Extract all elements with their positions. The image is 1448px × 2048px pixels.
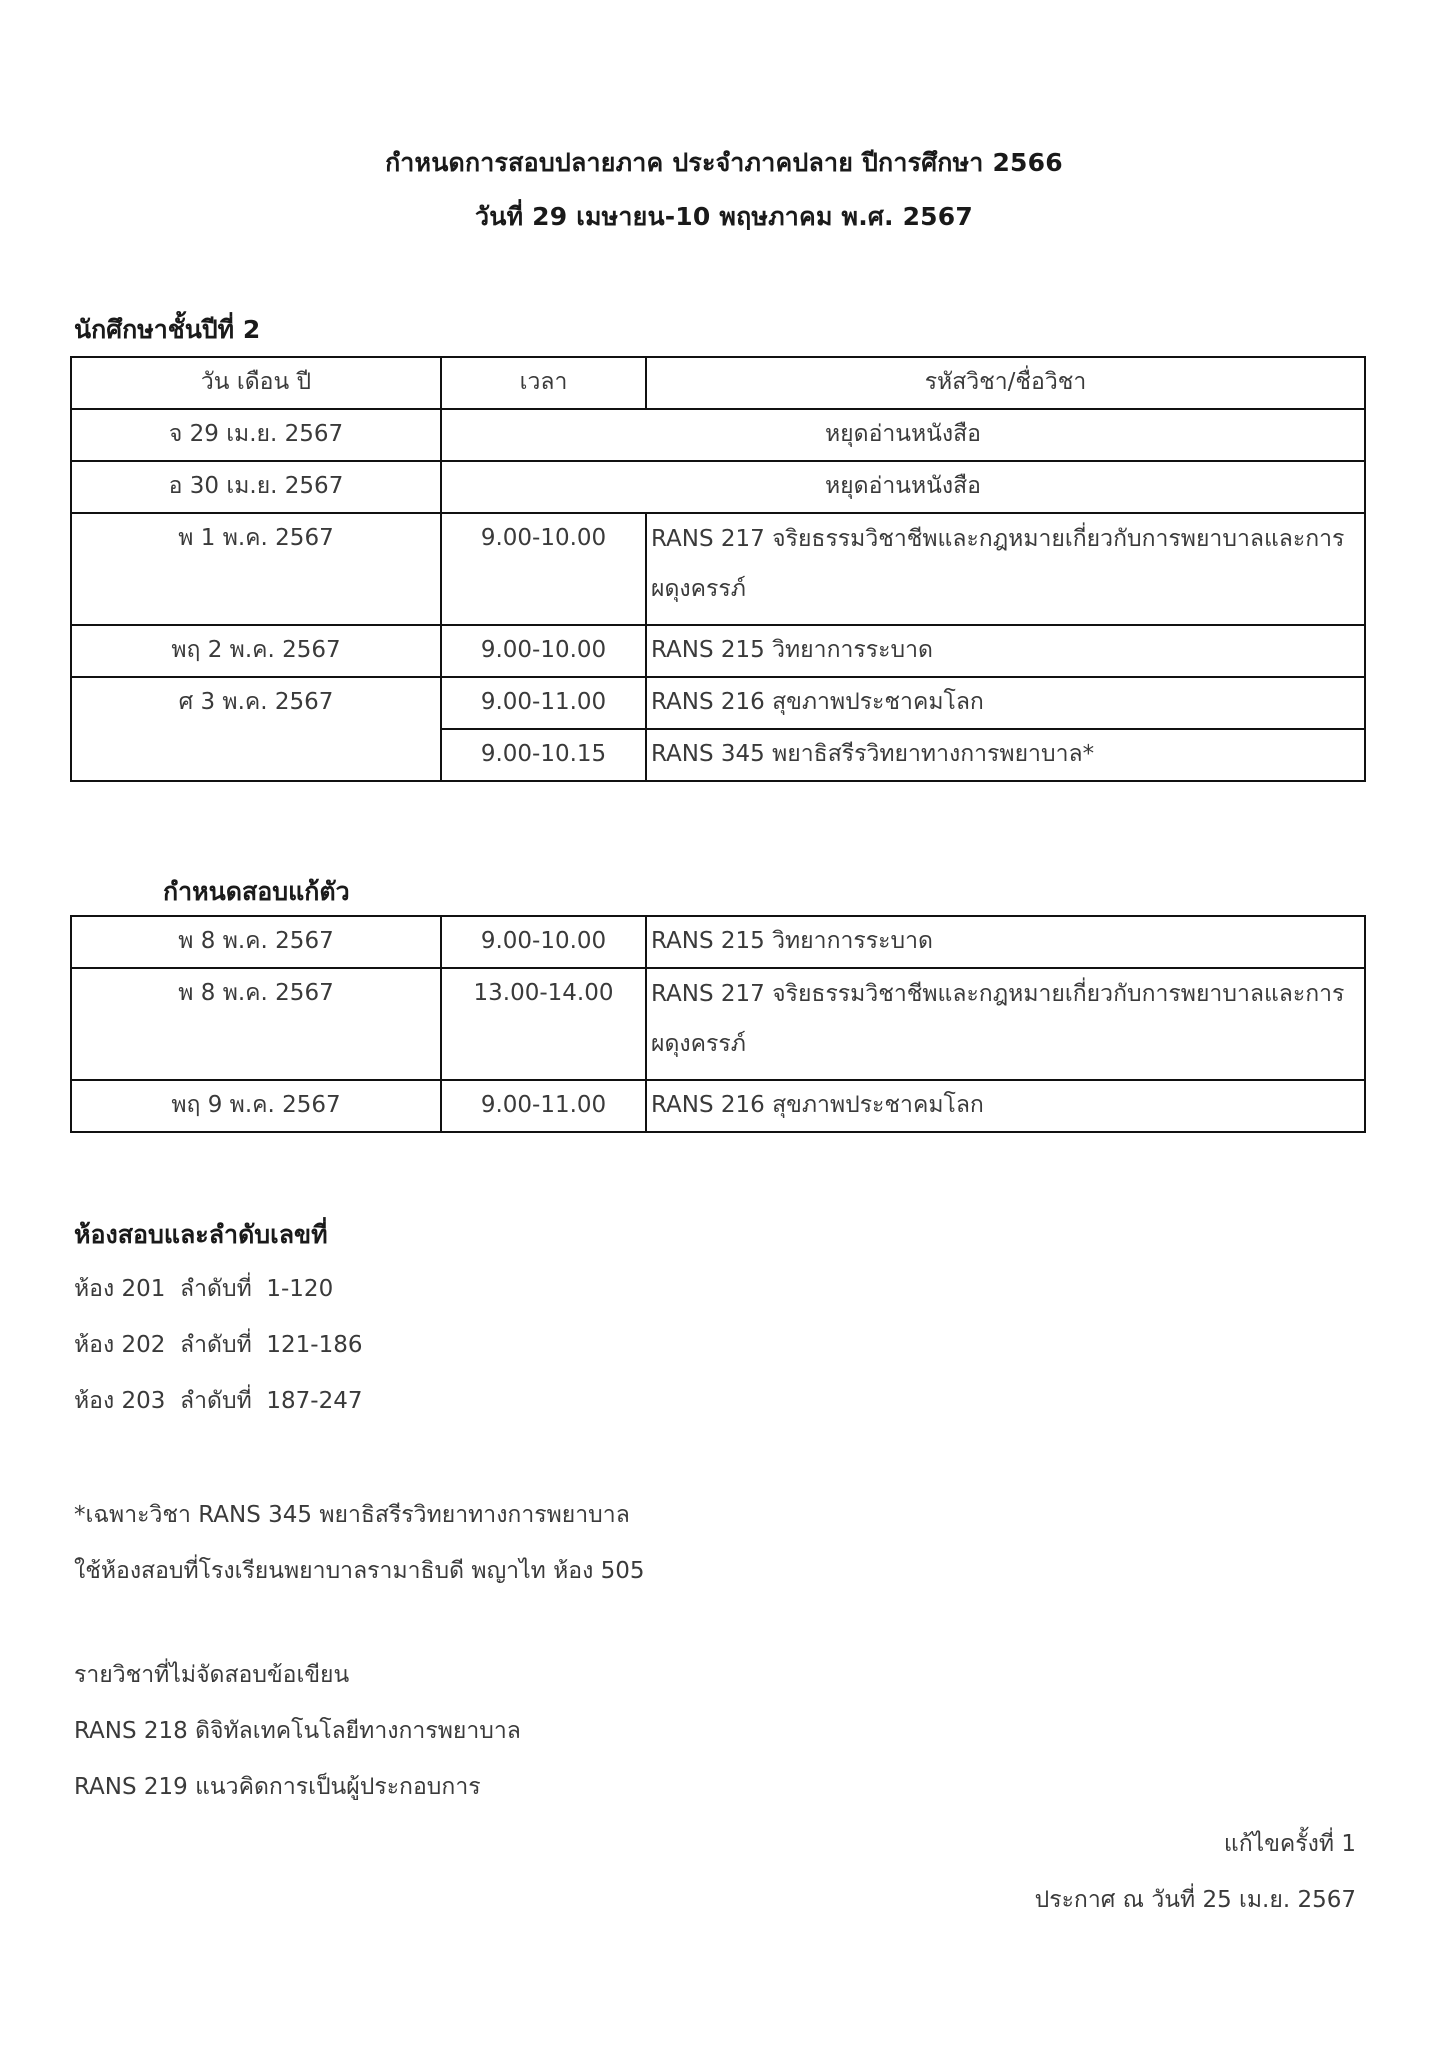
row-time: 9.00-11.00 — [441, 1080, 646, 1132]
row-subject-line2: ผดุงครรภ์ — [651, 576, 746, 602]
document-title: กำหนดการสอบปลายภาค ประจำภาคปลาย ปีการศึกษา 2566 — [385, 148, 1063, 177]
row-subject-line1: RANS 217 จริยธรรมวิชาชีพและกฎหมายเกี่ยวกับการพยาบาลและการ — [651, 526, 1345, 552]
section-heading-makeup-exam: กำหนดสอบแก้ตัว — [163, 877, 350, 906]
table-row — [71, 677, 1365, 729]
room-assignment: ห้อง 203 ลำดับที่ 187-247 — [74, 1388, 363, 1414]
room-assignment: ห้อง 201 ลำดับที่ 1-120 — [74, 1276, 334, 1302]
table-row — [71, 625, 1365, 677]
footnote-line2: ใช้ห้องสอบที่โรงเรียนพยาบาลรามาธิบดี พญาไท ห้อง 505 — [74, 1558, 645, 1584]
row-time: 9.00-10.15 — [441, 729, 646, 781]
section-heading-rooms: ห้องสอบและลำดับเลขที่ — [74, 1220, 328, 1249]
row-time: 9.00-10.00 — [441, 916, 646, 968]
table-row — [71, 461, 1365, 513]
row-subject: RANS 216 สุขภาพประชาคมโลก — [646, 677, 1365, 729]
row-subject-line2: ผดุงครรภ์ — [651, 1031, 746, 1057]
row-reading-break: หยุดอ่านหนังสือ — [441, 461, 1365, 513]
column-header-time: เวลา — [441, 357, 646, 409]
makeup-exam-table — [70, 915, 1366, 1133]
row-date: จ 29 เม.ย. 2567 — [71, 409, 441, 461]
announcement-date: ประกาศ ณ วันที่ 25 เม.ย. 2567 — [1034, 1887, 1356, 1913]
row-reading-break: หยุดอ่านหนังสือ — [441, 409, 1365, 461]
row-date: พ 8 พ.ค. 2567 — [71, 968, 441, 1080]
no-written-exam-heading: รายวิชาที่ไม่จัดสอบข้อเขียน — [74, 1662, 350, 1688]
row-time: 9.00-10.00 — [441, 625, 646, 677]
row-subject — [646, 968, 1365, 1080]
table-row — [71, 1080, 1365, 1132]
exam-schedule-table — [70, 356, 1366, 782]
table-row — [71, 409, 1365, 461]
row-subject — [646, 513, 1365, 625]
row-date: พ 1 พ.ค. 2567 — [71, 513, 441, 625]
no-written-exam-item: RANS 218 ดิจิทัลเทคโนโลยีทางการพยาบาล — [74, 1718, 521, 1744]
section-heading-year2: นักศึกษาชั้นปีที่ 2 — [74, 315, 261, 344]
row-subject: RANS 215 วิทยาการระบาด — [646, 625, 1365, 677]
row-date: พฤ 2 พ.ค. 2567 — [71, 625, 441, 677]
row-subject: RANS 216 สุขภาพประชาคมโลก — [646, 1080, 1365, 1132]
document-subtitle-dates: วันที่ 29 เมษายน-10 พฤษภาคม พ.ศ. 2567 — [475, 202, 973, 231]
row-subject: RANS 215 วิทยาการระบาด — [646, 916, 1365, 968]
row-time: 9.00-11.00 — [441, 677, 646, 729]
row-date: อ 30 เม.ย. 2567 — [71, 461, 441, 513]
row-date: พฤ 9 พ.ค. 2567 — [71, 1080, 441, 1132]
table-row — [71, 916, 1365, 968]
column-header-subject: รหัสวิชา/ชื่อวิชา — [646, 357, 1365, 409]
row-subject: RANS 345 พยาธิสรีรวิทยาทางการพยาบาล* — [646, 729, 1365, 781]
table-header-row — [71, 357, 1365, 409]
column-header-date: วัน เดือน ปี — [71, 357, 441, 409]
row-date: ศ 3 พ.ค. 2567 — [71, 677, 441, 781]
table-row — [71, 968, 1365, 1080]
row-subject-line1: RANS 217 จริยธรรมวิชาชีพและกฎหมายเกี่ยวกับการพยาบาลและการ — [651, 981, 1345, 1007]
row-date: พ 8 พ.ค. 2567 — [71, 916, 441, 968]
footnote-line1: *เฉพาะวิชา RANS 345 พยาธิสรีรวิทยาทางการพยาบาล — [74, 1502, 630, 1528]
table-row — [71, 513, 1365, 625]
revision-note: แก้ไขครั้งที่ 1 — [1223, 1831, 1356, 1857]
room-assignment: ห้อง 202 ลำดับที่ 121-186 — [74, 1332, 363, 1358]
no-written-exam-item: RANS 219 แนวคิดการเป็นผู้ประกอบการ — [74, 1774, 481, 1800]
row-time: 9.00-10.00 — [441, 513, 646, 625]
row-time: 13.00-14.00 — [441, 968, 646, 1080]
